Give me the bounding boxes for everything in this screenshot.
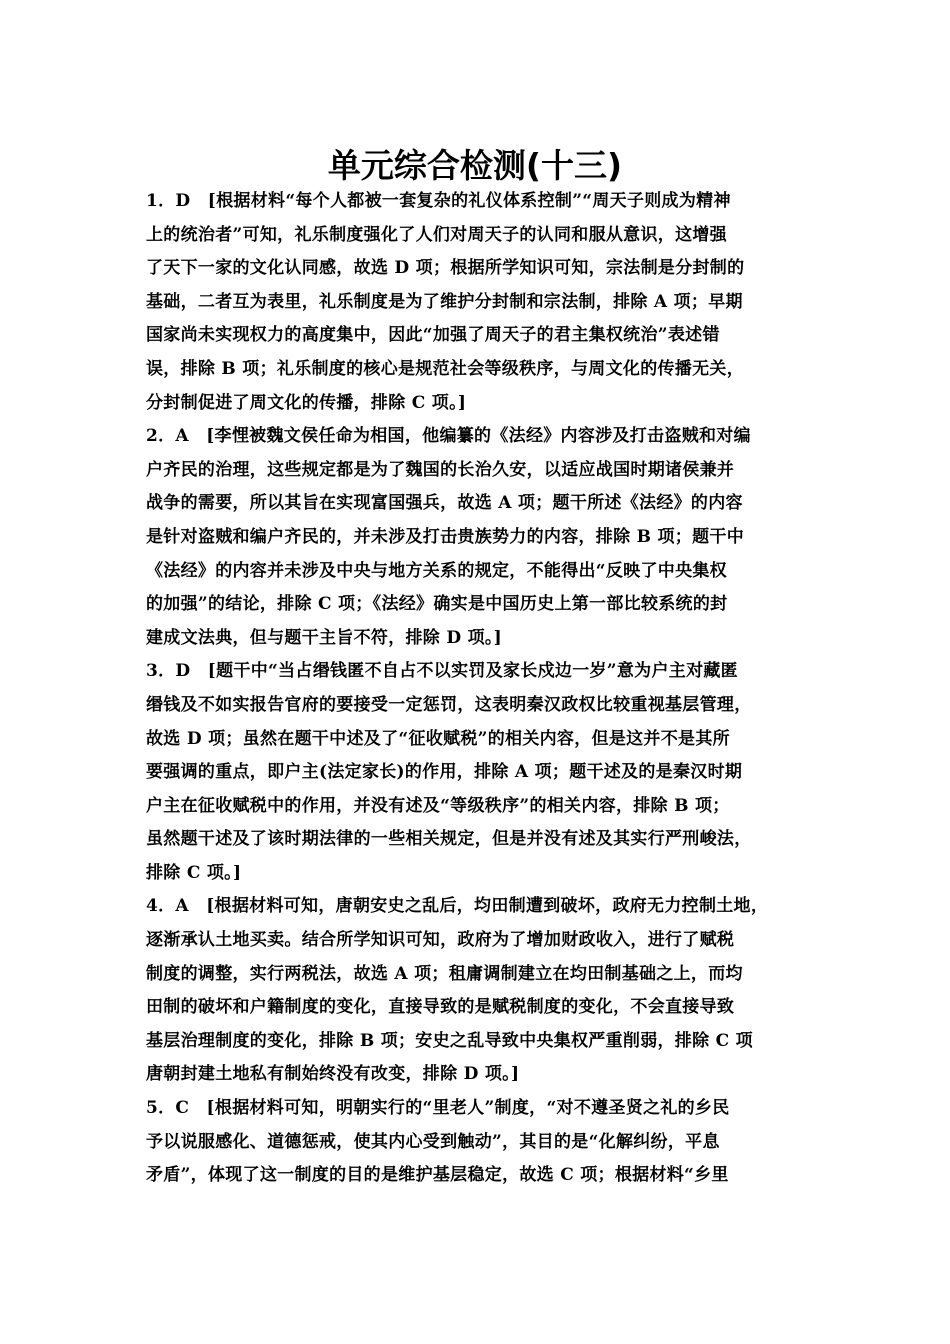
text-line: 逐渐承认土地买卖。结合所学知识可知，政府为了增加财政收入，进行了赋税 — [146, 930, 735, 951]
text-line: 上的统治者”可知，礼乐制度强化了人们对周天子的认同和服从意识，这增强 — [146, 224, 727, 245]
text-line: 户主在征收赋税中的作用，并没有述及“等级秩序”的相关内容，排除 B 项； — [146, 795, 730, 816]
text-line: 1．D [根据材料“每个人都被一套复杂的礼仪体系控制”“周天子则成为精神 — [146, 191, 731, 211]
text-line: 的加强”的结论，排除 C 项；《法经》确实是中国历史上第一部比较系统的封 — [146, 594, 728, 615]
text-line: 田制的破坏和户籍制度的变化，直接导致的是赋税制度的变化，不会直接导致 — [146, 997, 735, 1018]
answer-item-4 — [146, 890, 816, 1092]
text-line: 国家尚未实现权力的高度集中，因此“加强了周天子的君主集权统治”表述错 — [146, 325, 720, 346]
text-line: 唐朝封建土地私有制始终没有改变，排除 D 项。] — [146, 1064, 520, 1085]
answer-item-2 — [146, 420, 816, 655]
text-line: 予以说服感化、道德惩戒，使其内心受到触动”，其目的是“化解纠纷，平息 — [146, 1131, 720, 1152]
text-line: 要强调的重点，即户主(法定家长)的作用，排除 A 项；题干述及的是秦汉时期 — [146, 762, 743, 783]
text-line: 战争的需要，所以其旨在实现富国强兵，故选 A 项；题干所述《法经》的内容 — [146, 493, 743, 514]
text-line: 排除 C 项。] — [146, 862, 242, 883]
text-line: 制度的调整，实行两税法，故选 A 项；租庸调制建立在均田制基础之上，而均 — [146, 963, 743, 984]
answer-item-5 — [146, 1092, 816, 1193]
text-line: 2．A [李悝被魏文侯任命为相国，他编纂的《法经》内容涉及打击盗贼和对编 — [146, 426, 751, 447]
text-line: 户齐民的治理，这些规定都是为了魏国的长治久安，以适应战国时期诸侯兼并 — [146, 459, 735, 480]
text-line: 缗钱及不如实报告官府的要接受一定惩罚，这表明秦汉政权比较重视基层管理， — [146, 694, 752, 715]
answer-list — [146, 185, 816, 1193]
text-line: 矛盾”，体现了这一制度的目的是维护基层稳定，故选 C 项；根据材料“乡里 — [146, 1165, 729, 1186]
text-line: 故选 D 项；虽然在题干中述及了“征收赋税”的相关内容，但是这并不是其所 — [146, 728, 730, 749]
page-title: 单元综合检测(十三) — [327, 146, 623, 186]
answer-item-3 — [146, 655, 816, 890]
text-line: 5．C [根据材料可知，明朝实行的“里老人”制度，“对不遵圣贤之礼的乡民 — [146, 1098, 730, 1119]
text-line: 误，排除 B 项；礼乐制度的核心是规范社会等级秩序，与周文化的传播无关， — [146, 358, 745, 379]
text-line: 《法经》的内容并未涉及中央与地方关系的规定，不能得出“反映了中央集权 — [146, 560, 727, 581]
text-line: 基层治理制度的变化，排除 B 项；安史之乱导致中央集权严重削弱，排除 C 项 — [146, 1030, 753, 1051]
text-line: 虽然题干述及了该时期法律的一些相关规定，但是并没有述及其实行严刑峻法， — [146, 829, 752, 850]
answer-item-1 — [146, 185, 816, 420]
text-line: 是针对盗贼和编户齐民的，并未涉及打击贵族势力的内容，排除 B 项；题干中 — [146, 526, 745, 547]
text-line: 分封制促进了周文化的传播，排除 C 项。] — [146, 392, 467, 413]
text-line: 基础，二者互为表里，礼乐制度是为了维护分封制和宗法制，排除 A 项；早期 — [146, 291, 743, 312]
text-line: 4．A [根据材料可知，唐朝安史之乱后，均田制遭到破坏，政府无力控制土地， — [146, 896, 769, 917]
text-line: 3．D [题干中“当占缗钱匿不自占不以实罚及家长戍边一岁”意为户主对藏匿 — [146, 661, 738, 682]
text-line: 建成文法典，但与题干主旨不符，排除 D 项。] — [146, 627, 503, 648]
text-line: 了天下一家的文化认同感，故选 D 项；根据所学知识可知，宗法制是分封制的 — [146, 258, 745, 279]
